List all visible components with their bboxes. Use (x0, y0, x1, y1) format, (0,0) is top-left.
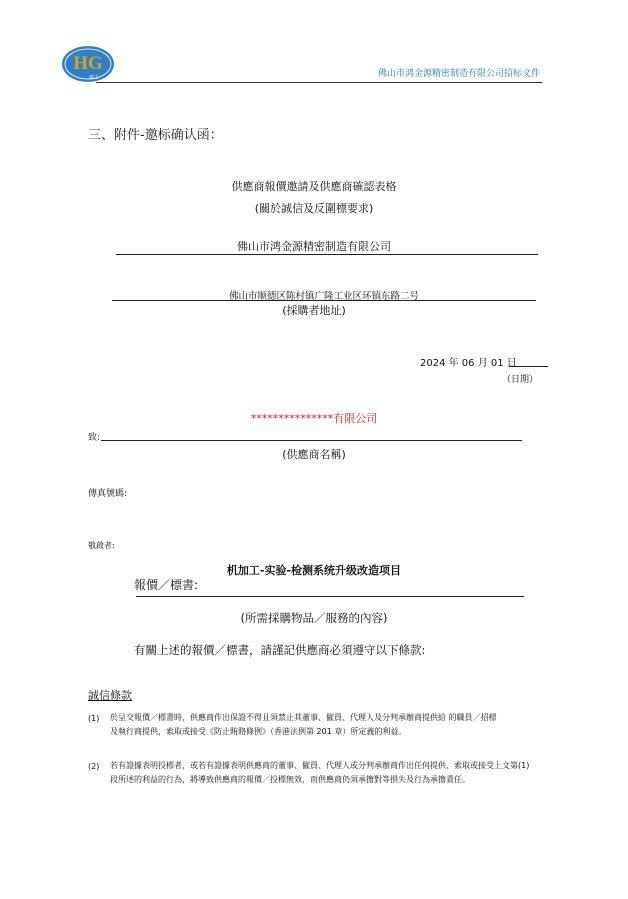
buyer-name: 佛山市鸿金源精密制造有限公司 (237, 240, 391, 253)
clause-text (110, 711, 530, 739)
date-label: （日期） (501, 375, 538, 385)
supplier-name-suffix: 有限公司 (333, 412, 378, 425)
quote-label: 報價／標書: (134, 578, 199, 592)
logo-text: HG (73, 53, 103, 74)
section-title: 三、附件-邀标确认函： (88, 128, 223, 143)
document-header-company: 佛山市鸿金源精密制造有限公司招标文件 (377, 69, 540, 79)
buyer-address: 佛山市顺德区陈村镇广隆工业区环镇东路二号 (228, 291, 419, 302)
clause-line: 於呈交報價／標書時，供應商作出保證不得且須禁止其董事、僱員、代理人及分判承辦商提供給 的職員／招標 (110, 713, 497, 722)
supplier-name-label: (供應商名稱) (282, 448, 346, 461)
salutation: 敬啟者: (88, 541, 115, 550)
project-name: 机加工-实验-检测系统升级改造项目 (226, 564, 402, 577)
items-label: (所需採購物品／服務的內容) (240, 611, 388, 625)
form-title: 供應商報價邀請及供應商確認表格 (231, 180, 397, 193)
clause-text (110, 759, 530, 787)
clause-line: 段所述的利益的行為，將導致供應商的報價／投標無效，而供應商仍須承擔對等損失及行為承擔責任。 (110, 775, 470, 784)
supplier-name (0, 410, 628, 426)
buyer-address-label: (採購者地址) (282, 304, 346, 317)
fax-label: 傳真號碼: (88, 489, 128, 499)
buyer-name-line (116, 254, 538, 255)
buyer-address-line (112, 300, 536, 301)
date-underline (509, 366, 548, 367)
form-subtitle: (關於誠信及反圍標要求) (254, 202, 374, 215)
terms-intro: 有關上述的報價／標書，請謹記供應商必須遵守以下條款: (134, 643, 426, 657)
company-logo (60, 44, 116, 84)
to-label: 致: (88, 433, 101, 443)
header-divider (96, 82, 542, 83)
integrity-heading: 誠信條款 (88, 689, 132, 702)
date-value: 2024 年 06 月 01 日 (420, 358, 517, 369)
clause-line: 及執行商提供，索取或接受《防止賄賂條例》（香港法例第 201 章）所定義的利益。 (110, 727, 407, 736)
supplier-name-stars: *************** (250, 412, 334, 425)
clause-number: (1) (88, 714, 100, 723)
logo-emblem (60, 44, 116, 84)
clause-number: (2) (88, 762, 100, 771)
quote-line (136, 596, 524, 597)
logo-subtext: 鴻工 (88, 75, 100, 81)
clause-line: 若有證據表明投標者，或若有證據表明供應商的董事、僱員、代理人或分判承辦商作出任何提供、索取或接受上文第(1) (110, 761, 530, 770)
supplier-name-line (101, 440, 522, 441)
